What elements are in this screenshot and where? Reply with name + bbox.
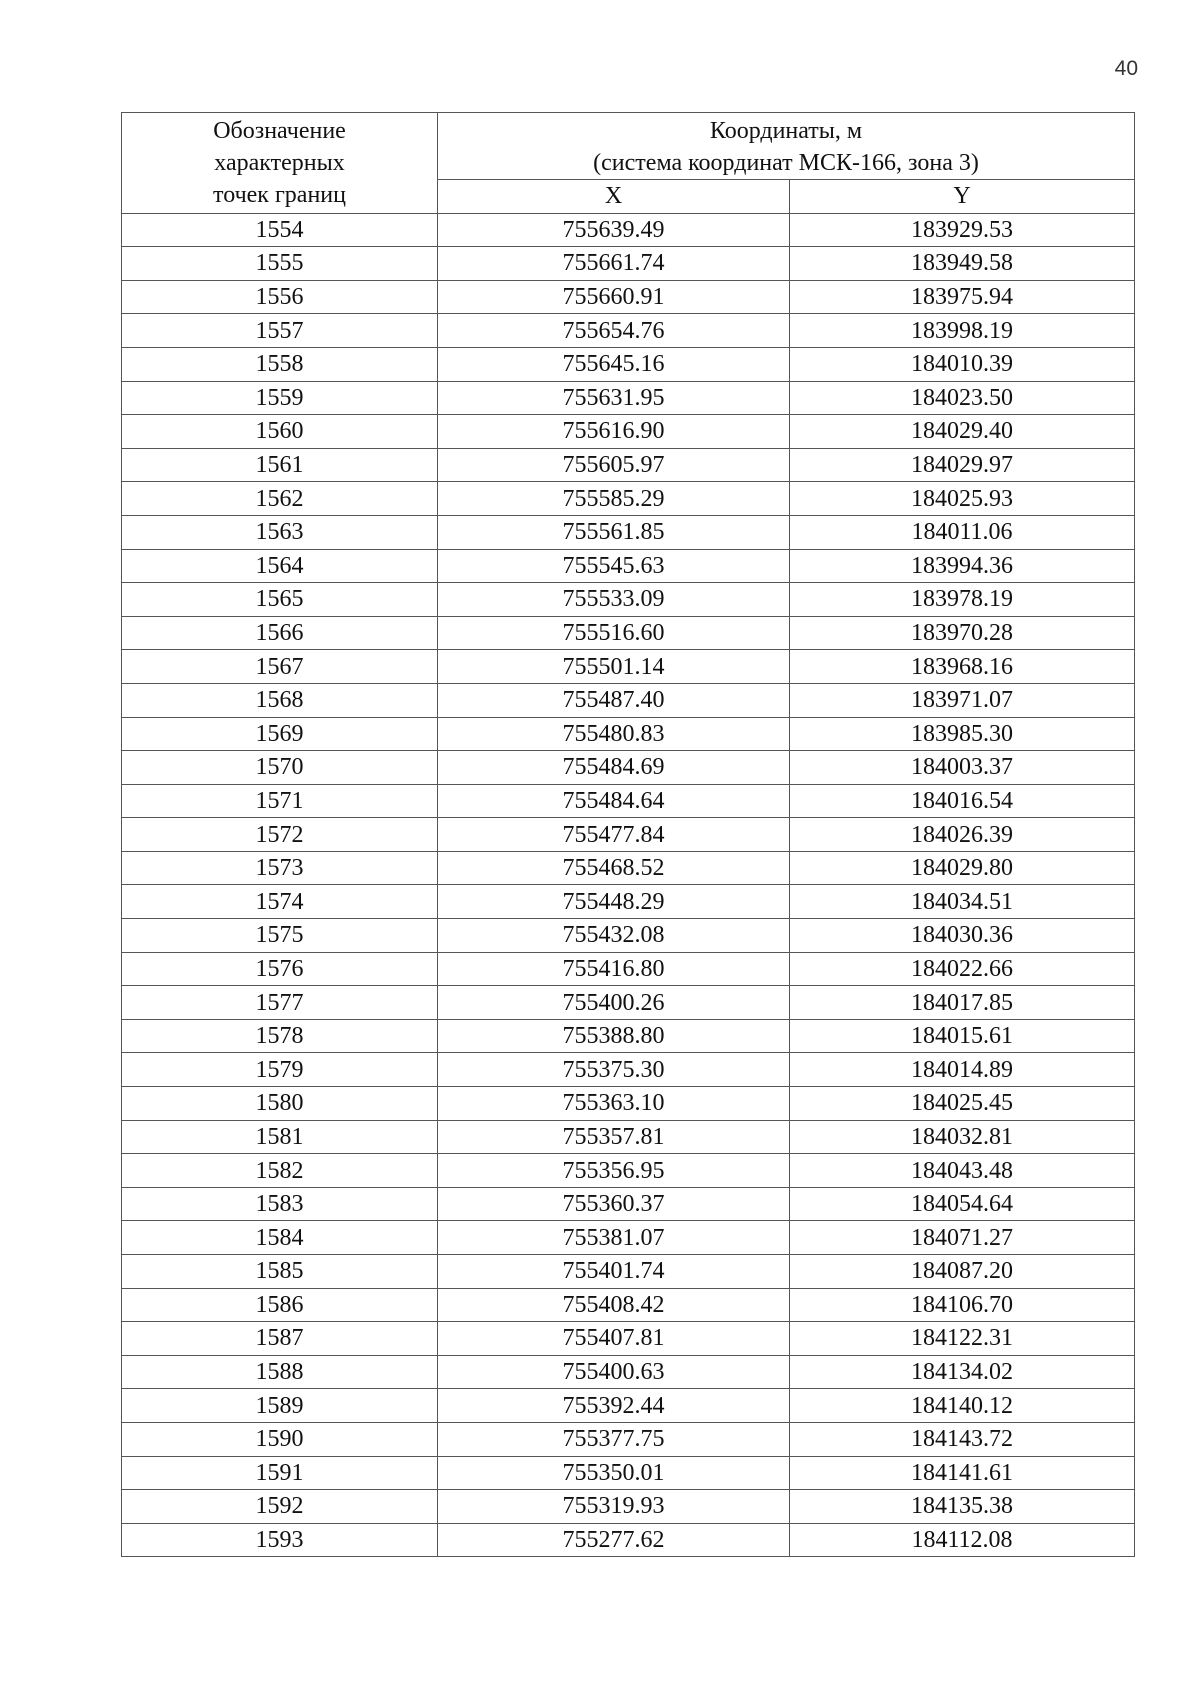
point-cell: 1579 — [122, 1053, 438, 1087]
y-coordinate-cell: 184054.64 — [790, 1187, 1135, 1221]
point-cell: 1584 — [122, 1221, 438, 1255]
table-row — [122, 1053, 1135, 1087]
y-coordinate-cell: 184029.80 — [790, 851, 1135, 885]
x-coordinate-cell: 755319.93 — [438, 1490, 790, 1524]
table-row — [122, 1019, 1135, 1053]
x-coordinate-cell: 755468.52 — [438, 851, 790, 885]
x-coordinate-cell: 755416.80 — [438, 952, 790, 986]
y-coordinate-cell: 184140.12 — [790, 1389, 1135, 1423]
x-coordinate-cell: 755448.29 — [438, 885, 790, 919]
point-cell: 1593 — [122, 1523, 438, 1557]
y-coordinate-cell: 184011.06 — [790, 515, 1135, 549]
point-cell: 1582 — [122, 1154, 438, 1188]
x-coordinate-cell: 755392.44 — [438, 1389, 790, 1423]
table-row — [122, 280, 1135, 314]
y-coordinate-cell: 184143.72 — [790, 1422, 1135, 1456]
table-row — [122, 1087, 1135, 1121]
point-cell: 1559 — [122, 381, 438, 415]
point-cell: 1558 — [122, 347, 438, 381]
x-coordinate-cell: 755484.64 — [438, 784, 790, 818]
y-coordinate-cell: 184003.37 — [790, 751, 1135, 785]
y-coordinate-cell: 184122.31 — [790, 1322, 1135, 1356]
point-cell: 1561 — [122, 448, 438, 482]
table-row — [122, 381, 1135, 415]
table-row — [122, 1389, 1135, 1423]
x-coordinate-cell: 755639.49 — [438, 213, 790, 247]
x-coordinate-cell: 755605.97 — [438, 448, 790, 482]
x-coordinate-cell: 755654.76 — [438, 314, 790, 348]
x-coordinate-cell: 755400.63 — [438, 1355, 790, 1389]
y-coordinate-cell: 184134.02 — [790, 1355, 1135, 1389]
table-row — [122, 1322, 1135, 1356]
y-coordinate-cell: 184015.61 — [790, 1019, 1135, 1053]
table-row — [122, 1355, 1135, 1389]
point-cell: 1577 — [122, 986, 438, 1020]
y-coordinate-cell: 184029.40 — [790, 415, 1135, 449]
table-row — [122, 549, 1135, 583]
x-coordinate-cell: 755561.85 — [438, 515, 790, 549]
x-coordinate-cell: 755277.62 — [438, 1523, 790, 1557]
x-coordinate-cell: 755375.30 — [438, 1053, 790, 1087]
x-coordinate-cell: 755516.60 — [438, 616, 790, 650]
table-row — [122, 314, 1135, 348]
point-cell: 1573 — [122, 851, 438, 885]
coordinates-header — [438, 113, 1135, 180]
point-cell: 1566 — [122, 616, 438, 650]
table-row — [122, 415, 1135, 449]
table-row — [122, 515, 1135, 549]
table-row — [122, 583, 1135, 617]
table-row — [122, 952, 1135, 986]
point-cell: 1554 — [122, 213, 438, 247]
y-column-header: Y — [790, 180, 1135, 214]
table-row — [122, 986, 1135, 1020]
x-coordinate-cell: 755480.83 — [438, 717, 790, 751]
y-coordinate-cell: 183985.30 — [790, 717, 1135, 751]
y-coordinate-cell: 184016.54 — [790, 784, 1135, 818]
y-coordinate-cell: 184023.50 — [790, 381, 1135, 415]
point-cell: 1574 — [122, 885, 438, 919]
x-coordinate-cell: 755484.69 — [438, 751, 790, 785]
point-cell: 1557 — [122, 314, 438, 348]
point-cell: 1555 — [122, 247, 438, 281]
y-coordinate-cell: 183998.19 — [790, 314, 1135, 348]
y-coordinate-cell: 184010.39 — [790, 347, 1135, 381]
x-coordinate-cell: 755381.07 — [438, 1221, 790, 1255]
coords-title-line2: (система координат МСК-166, зона 3) — [593, 150, 979, 176]
table-row — [122, 448, 1135, 482]
x-coordinate-cell: 755407.81 — [438, 1322, 790, 1356]
y-coordinate-cell: 183970.28 — [790, 616, 1135, 650]
y-coordinate-cell: 184025.45 — [790, 1087, 1135, 1121]
point-label-line3: точек границ — [213, 182, 346, 208]
table-row — [122, 885, 1135, 919]
table-row — [122, 616, 1135, 650]
point-cell: 1590 — [122, 1422, 438, 1456]
x-coordinate-cell: 755585.29 — [438, 482, 790, 516]
point-cell: 1568 — [122, 683, 438, 717]
y-coordinate-cell: 184112.08 — [790, 1523, 1135, 1557]
point-cell: 1562 — [122, 482, 438, 516]
y-coordinate-cell: 184034.51 — [790, 885, 1135, 919]
coordinates-table — [121, 112, 1135, 1557]
point-designation-header — [122, 113, 438, 214]
y-coordinate-cell: 184071.27 — [790, 1221, 1135, 1255]
x-coordinate-cell: 755401.74 — [438, 1255, 790, 1289]
table-row — [122, 1187, 1135, 1221]
point-cell: 1578 — [122, 1019, 438, 1053]
table-row — [122, 1221, 1135, 1255]
table-row — [122, 1422, 1135, 1456]
x-coordinate-cell: 755400.26 — [438, 986, 790, 1020]
y-coordinate-cell: 184087.20 — [790, 1255, 1135, 1289]
x-coordinate-cell: 755432.08 — [438, 919, 790, 953]
x-coordinate-cell: 755377.75 — [438, 1422, 790, 1456]
x-coordinate-cell: 755660.91 — [438, 280, 790, 314]
table-row — [122, 1255, 1135, 1289]
y-coordinate-cell: 183929.53 — [790, 213, 1135, 247]
y-coordinate-cell: 184029.97 — [790, 448, 1135, 482]
table-row — [122, 851, 1135, 885]
point-cell: 1565 — [122, 583, 438, 617]
x-coordinate-cell: 755357.81 — [438, 1120, 790, 1154]
point-cell: 1563 — [122, 515, 438, 549]
point-cell: 1580 — [122, 1087, 438, 1121]
y-coordinate-cell: 184022.66 — [790, 952, 1135, 986]
y-coordinate-cell: 184030.36 — [790, 919, 1135, 953]
y-coordinate-cell: 183978.19 — [790, 583, 1135, 617]
x-coordinate-cell: 755631.95 — [438, 381, 790, 415]
point-cell: 1575 — [122, 919, 438, 953]
y-coordinate-cell: 183975.94 — [790, 280, 1135, 314]
point-cell: 1569 — [122, 717, 438, 751]
table-header — [122, 113, 1135, 214]
table-row — [122, 683, 1135, 717]
point-cell: 1564 — [122, 549, 438, 583]
x-coordinate-cell: 755501.14 — [438, 650, 790, 684]
y-coordinate-cell: 184014.89 — [790, 1053, 1135, 1087]
table-row — [122, 751, 1135, 785]
table-row — [122, 482, 1135, 516]
x-coordinate-cell: 755350.01 — [438, 1456, 790, 1490]
table-row — [122, 1490, 1135, 1524]
x-coordinate-cell: 755360.37 — [438, 1187, 790, 1221]
x-coordinate-cell: 755388.80 — [438, 1019, 790, 1053]
table-row — [122, 717, 1135, 751]
y-coordinate-cell: 184032.81 — [790, 1120, 1135, 1154]
x-coordinate-cell: 755645.16 — [438, 347, 790, 381]
y-coordinate-cell: 183994.36 — [790, 549, 1135, 583]
point-cell: 1586 — [122, 1288, 438, 1322]
y-coordinate-cell: 184135.38 — [790, 1490, 1135, 1524]
table-row — [122, 919, 1135, 953]
point-cell: 1556 — [122, 280, 438, 314]
point-cell: 1576 — [122, 952, 438, 986]
point-cell: 1570 — [122, 751, 438, 785]
table-row — [122, 1288, 1135, 1322]
y-coordinate-cell: 183968.16 — [790, 650, 1135, 684]
y-coordinate-cell: 184106.70 — [790, 1288, 1135, 1322]
table-body — [122, 213, 1135, 1557]
y-coordinate-cell: 184025.93 — [790, 482, 1135, 516]
point-cell: 1567 — [122, 650, 438, 684]
x-coordinate-cell: 755487.40 — [438, 683, 790, 717]
x-coordinate-cell: 755661.74 — [438, 247, 790, 281]
table-row — [122, 1120, 1135, 1154]
point-cell: 1587 — [122, 1322, 438, 1356]
header-row-top — [122, 113, 1135, 180]
x-coordinate-cell: 755356.95 — [438, 1154, 790, 1188]
point-cell: 1560 — [122, 415, 438, 449]
point-cell: 1571 — [122, 784, 438, 818]
point-cell: 1588 — [122, 1355, 438, 1389]
point-cell: 1591 — [122, 1456, 438, 1490]
x-coordinate-cell: 755408.42 — [438, 1288, 790, 1322]
page-number: 40 — [1114, 57, 1138, 80]
x-column-header: X — [438, 180, 790, 214]
point-label-line1: Обозначение — [213, 118, 346, 144]
y-coordinate-cell: 184017.85 — [790, 986, 1135, 1020]
point-cell: 1585 — [122, 1255, 438, 1289]
table-row — [122, 213, 1135, 247]
table-row — [122, 247, 1135, 281]
table-row — [122, 347, 1135, 381]
y-coordinate-cell: 184026.39 — [790, 818, 1135, 852]
y-coordinate-cell: 183949.58 — [790, 247, 1135, 281]
y-coordinate-cell: 184141.61 — [790, 1456, 1135, 1490]
table-row — [122, 784, 1135, 818]
point-cell: 1572 — [122, 818, 438, 852]
point-cell: 1589 — [122, 1389, 438, 1423]
table-row — [122, 650, 1135, 684]
x-coordinate-cell: 755477.84 — [438, 818, 790, 852]
point-label-line2: характерных — [214, 150, 345, 176]
point-cell: 1583 — [122, 1187, 438, 1221]
point-cell: 1581 — [122, 1120, 438, 1154]
table-row — [122, 818, 1135, 852]
table-row — [122, 1523, 1135, 1557]
table-row — [122, 1456, 1135, 1490]
coords-title-line1: Координаты, м — [709, 118, 863, 144]
y-coordinate-cell: 183971.07 — [790, 683, 1135, 717]
table-row — [122, 1154, 1135, 1188]
x-coordinate-cell: 755616.90 — [438, 415, 790, 449]
x-coordinate-cell: 755545.63 — [438, 549, 790, 583]
y-coordinate-cell: 184043.48 — [790, 1154, 1135, 1188]
x-coordinate-cell: 755363.10 — [438, 1087, 790, 1121]
x-coordinate-cell: 755533.09 — [438, 583, 790, 617]
point-cell: 1592 — [122, 1490, 438, 1524]
